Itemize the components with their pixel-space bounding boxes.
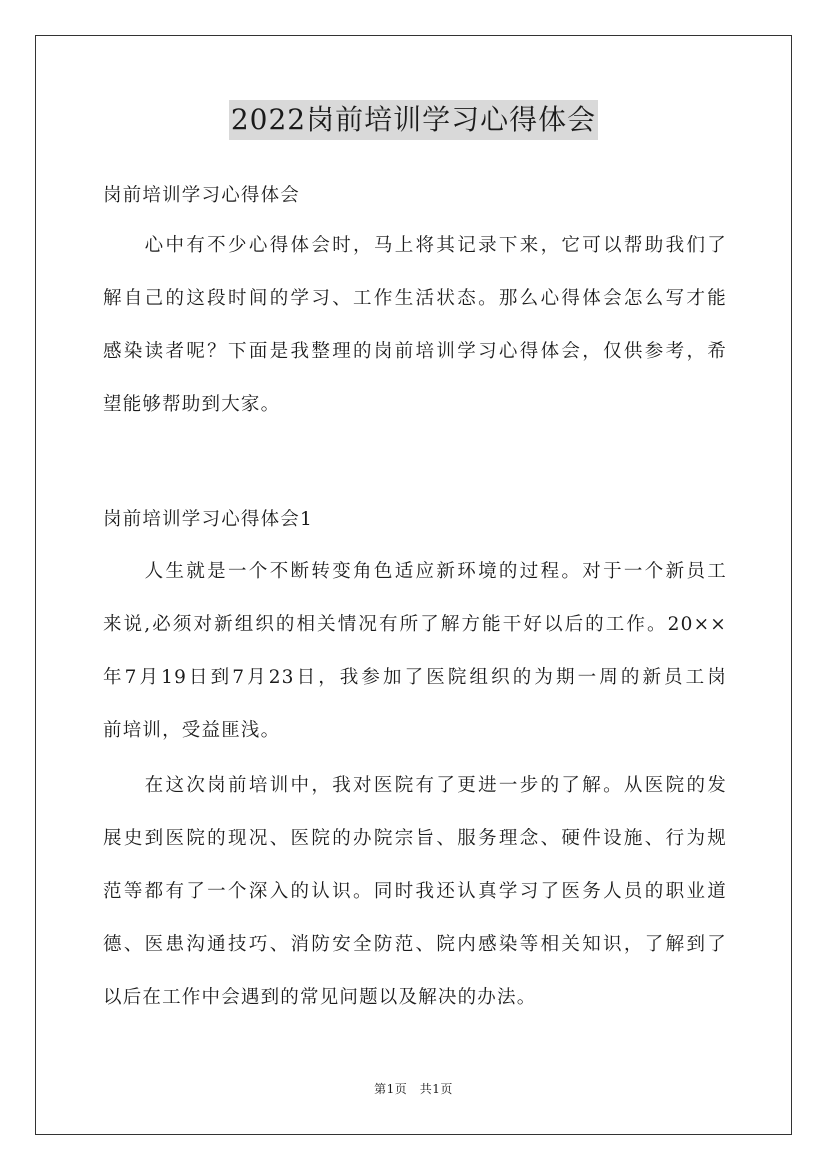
section-heading-1 [103, 500, 727, 540]
paragraph-line: 前培训，受益匪浅。 [103, 720, 281, 741]
section-heading [103, 176, 727, 216]
paragraph-line: 范等都有了一个深入的认识。同时我还认真学习了医务人员的职业道 [103, 881, 727, 902]
paragraph-2 [103, 766, 727, 1018]
paragraph-line: 在这次岗前培训中，我对医院有了更进一步的了解。从医院的发 [103, 775, 727, 796]
paragraph-line: 年7月19日到7月23日，我参加了医院组织的为期一周的新员工岗 [103, 667, 727, 688]
paragraph-line: 展史到医院的现况、医院的办院宗旨、服务理念、硬件设施、行为规 [103, 828, 727, 849]
heading-text: 岗前培训学习心得体会 [103, 185, 301, 206]
paragraph-line: 解自己的这段时间的学习、工作生活状态。那么心得体会怎么写才能 [103, 288, 727, 309]
intro-paragraph [103, 226, 727, 425]
paragraph-1 [103, 552, 727, 751]
paragraph-line: 来说,必须对新组织的相关情况有所了解方能干好以后的工作。20×× [103, 614, 727, 635]
paragraph-line: 以后在工作中会遇到的常见问题以及解决的办法。 [103, 987, 537, 1008]
paragraph-line: 德、医患沟通技巧、消防安全防范、院内感染等相关知识，了解到了 [103, 934, 727, 955]
paragraph-line: 感染读者呢？下面是我整理的岗前培训学习心得体会，仅供参考，希 [103, 341, 727, 362]
page-footer [0, 1080, 827, 1097]
title-container [0, 100, 827, 140]
paragraph-line: 望能够帮助到大家。 [103, 394, 281, 415]
heading-text: 岗前培训学习心得体会1 [103, 509, 313, 530]
page-number: 第1页 共1页 [374, 1082, 453, 1096]
paragraph-line: 人生就是一个不断转变角色适应新环境的过程。对于一个新员工 [103, 561, 727, 582]
document-title: 2022岗前培训学习心得体会 [229, 100, 598, 140]
paragraph-line: 心中有不少心得体会时，马上将其记录下来，它可以帮助我们了 [103, 235, 727, 256]
